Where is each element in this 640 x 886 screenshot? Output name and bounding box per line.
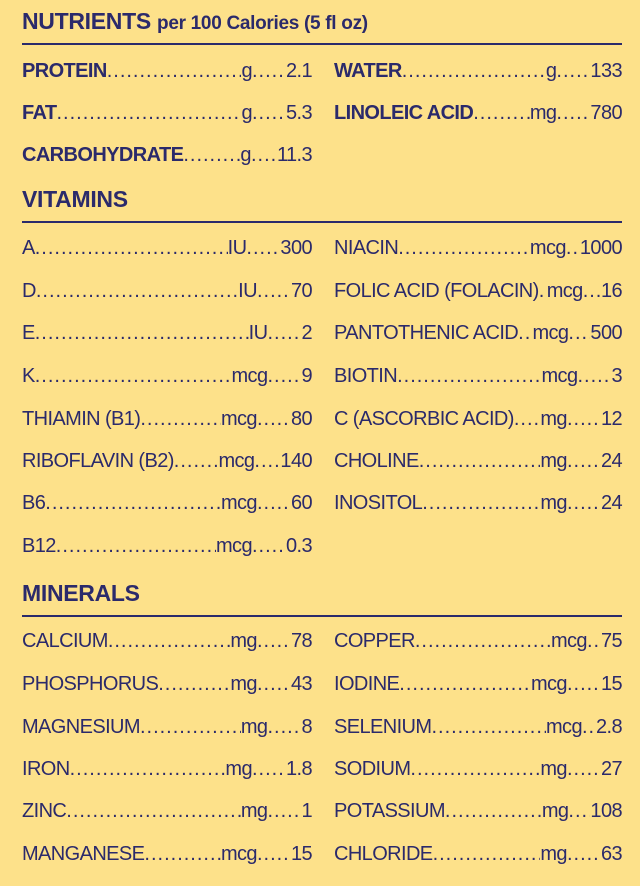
mineral-unit: mcg	[530, 673, 567, 695]
vitamin-value: 70	[290, 280, 312, 302]
mineral-row	[22, 630, 312, 653]
nutrient-value: 780	[590, 102, 622, 124]
vitamin-value: 1000	[579, 237, 622, 259]
vitamin-unit: mcg	[220, 408, 257, 430]
vitamin-value: 60	[290, 492, 312, 514]
nutrient-row	[22, 60, 312, 83]
mineral-value: 15	[600, 673, 622, 695]
vitamin-row	[22, 322, 312, 345]
nutrients-heading	[22, 8, 368, 35]
vitamin-row	[334, 492, 622, 515]
mineral-value: 2.8	[595, 716, 622, 738]
vitamin-name: BIOTIN	[334, 365, 398, 387]
vitamin-name: CHOLINE	[334, 450, 419, 472]
nutrient-unit: g	[545, 60, 557, 82]
mineral-row	[22, 758, 312, 781]
vitamin-row	[334, 365, 622, 388]
vitamin-name: B6	[22, 492, 46, 514]
nutrient-name: PROTEIN	[22, 60, 107, 82]
vitamin-row	[22, 237, 312, 260]
vitamin-unit: mg	[540, 408, 567, 430]
vitamin-name: E	[22, 322, 35, 344]
nutrient-name: CARBOHYDRATE	[22, 144, 184, 166]
vitamin-row	[22, 492, 312, 515]
vitamin-name: C (ASCORBIC ACID)	[334, 408, 514, 430]
vitamin-unit: mcg	[546, 280, 583, 302]
mineral-name: CALCIUM	[22, 630, 108, 652]
vitamin-name: THIAMIN (B1)	[22, 408, 141, 430]
vitamin-unit: IU	[227, 237, 247, 259]
mineral-row	[22, 800, 312, 823]
vitamin-value: 140	[280, 450, 312, 472]
mineral-name: MAGNESIUM	[22, 716, 140, 738]
mineral-name: PHOSPHORUS	[22, 673, 159, 695]
vitamin-row	[22, 365, 312, 388]
mineral-row	[334, 843, 622, 866]
vitamin-name: FOLIC ACID (FOLACIN)	[334, 280, 539, 302]
mineral-unit: mcg	[220, 843, 257, 865]
nutrient-row	[334, 102, 622, 125]
nutrient-row	[22, 144, 312, 167]
vitamin-row	[334, 237, 622, 260]
vitamin-unit: mcg	[529, 237, 566, 259]
mineral-name: SELENIUM	[334, 716, 432, 738]
minerals-title: MINERALS	[22, 580, 140, 606]
mineral-value: 43	[290, 673, 312, 695]
vitamin-unit: mcg	[532, 322, 569, 344]
nutrient-unit: g	[241, 60, 252, 82]
mineral-name: SODIUM	[334, 758, 411, 780]
nutrient-value: 133	[590, 60, 622, 82]
mineral-unit: mg	[240, 716, 268, 738]
vitamin-unit: mg	[540, 450, 567, 472]
vitamin-value: 500	[590, 322, 622, 344]
mineral-value: 15	[290, 843, 312, 865]
vitamin-row	[334, 408, 622, 431]
vitamin-row	[334, 280, 622, 303]
mineral-name: IRON	[22, 758, 70, 780]
vitamin-value: 3	[611, 365, 622, 387]
mineral-unit: mg	[230, 630, 257, 652]
vitamin-name: INOSITOL	[334, 492, 423, 514]
vitamin-unit: mg	[540, 492, 567, 514]
mineral-name: CHLORIDE	[334, 843, 433, 865]
mineral-row	[334, 673, 622, 696]
vitamin-value: 80	[290, 408, 312, 430]
vitamin-value: 24	[600, 492, 622, 514]
mineral-row	[334, 758, 622, 781]
nutrient-unit: g	[241, 102, 252, 124]
vitamin-unit: IU	[248, 322, 268, 344]
vitamin-value: 300	[280, 237, 312, 259]
mineral-value: 1.8	[285, 758, 312, 780]
vitamins-title: VITAMINS	[22, 186, 128, 212]
nutrient-unit: g	[240, 144, 251, 166]
mineral-value: 108	[590, 800, 622, 822]
mineral-value: 8	[301, 716, 312, 738]
vitamin-value: 9	[301, 365, 312, 387]
mineral-row	[22, 673, 312, 696]
mineral-unit: mg	[225, 758, 252, 780]
vitamin-value: 0.3	[285, 535, 312, 557]
mineral-row	[334, 630, 622, 653]
nutrients-subtitle: per 100 Calories (5 fl oz)	[157, 13, 368, 34]
vitamin-row	[334, 322, 622, 345]
vitamin-value: 16	[600, 280, 622, 302]
vitamin-unit: mcg	[220, 492, 257, 514]
mineral-value: 27	[600, 758, 622, 780]
mineral-unit: mg	[540, 758, 567, 780]
mineral-unit: mg	[540, 843, 567, 865]
mineral-row	[22, 716, 312, 739]
mineral-value: 1	[301, 800, 312, 822]
mineral-row	[334, 716, 622, 739]
vitamin-value: 2	[301, 322, 312, 344]
vitamin-unit: mcg	[541, 365, 578, 387]
vitamin-name: RIBOFLAVIN (B2)	[22, 450, 174, 472]
vitamin-name: PANTOTHENIC ACID	[334, 322, 519, 344]
nutrient-name: FAT	[22, 102, 57, 124]
vitamin-row	[22, 450, 312, 473]
vitamin-unit: IU	[238, 280, 257, 302]
mineral-unit: mcg	[546, 716, 582, 738]
mineral-unit: mg	[541, 800, 569, 822]
vitamin-name: K	[22, 365, 35, 387]
vitamin-row	[22, 408, 312, 431]
nutrient-value: 2.1	[285, 60, 312, 82]
vitamin-unit: mcg	[231, 365, 268, 387]
vitamin-value: 24	[600, 450, 622, 472]
mineral-unit: mg	[240, 800, 268, 822]
nutrient-unit: mg	[529, 102, 557, 124]
nutrients-title: NUTRIENTS	[22, 8, 151, 34]
vitamins-rule	[22, 221, 622, 223]
vitamin-value: 12	[600, 408, 622, 430]
nutrient-row	[334, 60, 622, 83]
mineral-name: MANGANESE	[22, 843, 145, 865]
vitamin-name: B12	[22, 535, 56, 557]
mineral-name: IODINE	[334, 673, 400, 695]
mineral-name: POTASSIUM	[334, 800, 445, 822]
mineral-value: 78	[290, 630, 312, 652]
vitamin-unit: mcg	[216, 535, 252, 557]
mineral-row	[22, 843, 312, 866]
nutrients-rule	[22, 43, 622, 45]
vitamin-row	[334, 450, 622, 473]
nutrient-value: 11.3	[276, 144, 312, 166]
vitamin-row	[22, 535, 312, 558]
mineral-name: ZINC	[22, 800, 67, 822]
mineral-row	[334, 800, 622, 823]
nutrient-value: 5.3	[285, 102, 312, 124]
mineral-unit: mcg	[550, 630, 587, 652]
mineral-value: 63	[600, 843, 622, 865]
nutrient-row	[22, 102, 312, 125]
nutrient-name: LINOLEIC ACID	[334, 102, 474, 124]
minerals-rule	[22, 615, 622, 617]
nutrient-name: WATER	[334, 60, 402, 82]
vitamin-name: A	[22, 237, 35, 259]
vitamin-row	[22, 280, 312, 303]
vitamin-unit: mcg	[218, 450, 255, 472]
mineral-value: 75	[600, 630, 622, 652]
vitamin-name: D	[22, 280, 36, 302]
vitamin-name: NIACIN	[334, 237, 399, 259]
mineral-name: COPPER	[334, 630, 415, 652]
mineral-unit: mg	[230, 673, 257, 695]
